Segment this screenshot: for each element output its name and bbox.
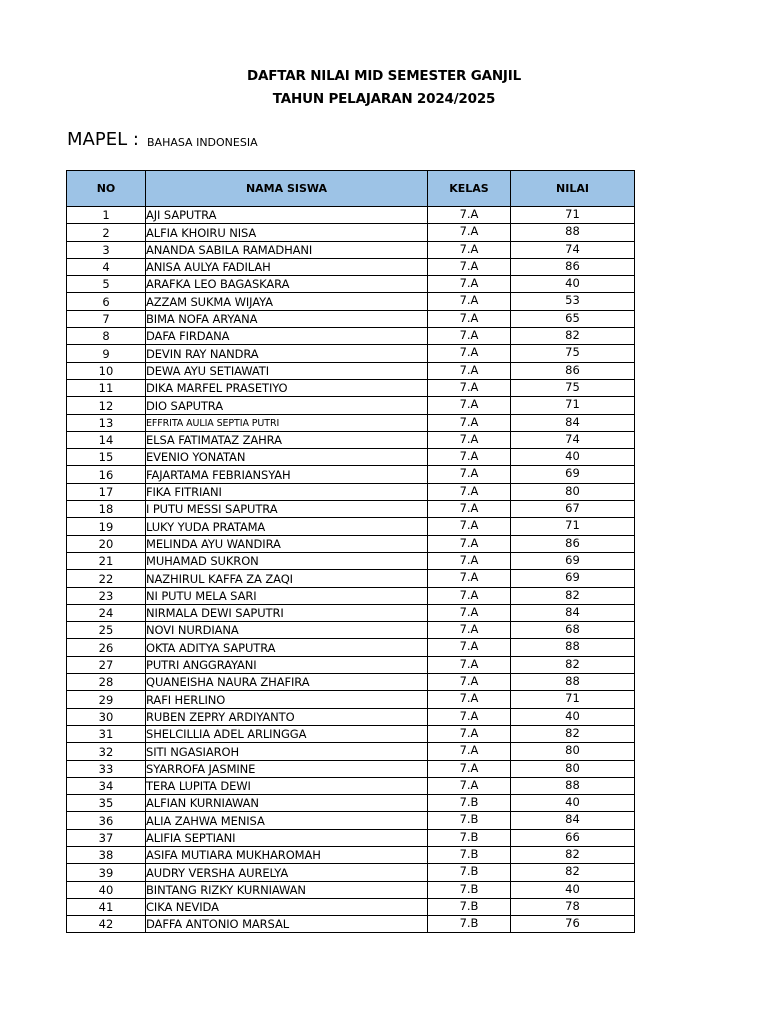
- cell-nama-siswa: DEVIN RAY NANDRA: [146, 345, 428, 362]
- cell-kelas: 7.A: [428, 362, 511, 379]
- cell-kelas: 7.A: [428, 552, 511, 569]
- table-row: [67, 379, 635, 396]
- cell-kelas: 7.B: [428, 846, 511, 863]
- cell-nilai: 66: [511, 829, 635, 846]
- cell-no: 22: [67, 570, 146, 587]
- cell-nilai: 84: [511, 414, 635, 431]
- cell-kelas: 7.A: [428, 570, 511, 587]
- cell-nama-siswa: MUHAMAD SUKRON: [146, 552, 428, 569]
- header-no: NO: [67, 171, 146, 207]
- table-row: [67, 587, 635, 604]
- cell-kelas: 7.B: [428, 795, 511, 812]
- cell-nilai: 78: [511, 898, 635, 915]
- cell-kelas: 7.A: [428, 622, 511, 639]
- table-row: [67, 362, 635, 379]
- cell-nilai: 86: [511, 535, 635, 552]
- cell-no: 37: [67, 829, 146, 846]
- table-row: [67, 708, 635, 725]
- cell-nilai: 88: [511, 674, 635, 691]
- table-row: [67, 674, 635, 691]
- cell-nama-siswa: LUKY YUDA PRATAMA: [146, 518, 428, 535]
- cell-no: 8: [67, 328, 146, 345]
- table-row: [67, 310, 635, 327]
- cell-nama-siswa: ARAFKA LEO BAGASKARA: [146, 276, 428, 293]
- cell-no: 39: [67, 864, 146, 881]
- cell-nama-siswa: DEWA AYU SETIAWATI: [146, 362, 428, 379]
- cell-nilai: 71: [511, 518, 635, 535]
- cell-nama-siswa: TERA LUPITA DEWI: [146, 777, 428, 794]
- table-row: [67, 812, 635, 829]
- cell-no: 40: [67, 881, 146, 898]
- cell-kelas: 7.A: [428, 777, 511, 794]
- cell-kelas: 7.A: [428, 535, 511, 552]
- table-row: [67, 760, 635, 777]
- cell-no: 1: [67, 207, 146, 224]
- table-row: [67, 276, 635, 293]
- cell-nama-siswa: AJI SAPUTRA: [146, 207, 428, 224]
- cell-nilai: 86: [511, 258, 635, 275]
- cell-kelas: 7.A: [428, 207, 511, 224]
- cell-no: 16: [67, 466, 146, 483]
- table-row: [67, 258, 635, 275]
- cell-no: 26: [67, 639, 146, 656]
- cell-kelas: 7.A: [428, 241, 511, 258]
- cell-nilai: 74: [511, 241, 635, 258]
- cell-nama-siswa: EFFRITA AULIA SEPTIA PUTRI: [146, 414, 428, 431]
- cell-nama-siswa: RUBEN ZEPRY ARDIYANTO: [146, 708, 428, 725]
- table-row: [67, 743, 635, 760]
- cell-no: 30: [67, 708, 146, 725]
- cell-kelas: 7.A: [428, 310, 511, 327]
- table-row: [67, 829, 635, 846]
- cell-nilai: 82: [511, 846, 635, 863]
- cell-nama-siswa: BIMA NOFA ARYANA: [146, 310, 428, 327]
- table-row: [67, 604, 635, 621]
- cell-nama-siswa: EVENIO YONATAN: [146, 449, 428, 466]
- cell-nama-siswa: FIKA FITRIANI: [146, 483, 428, 500]
- table-row: [67, 656, 635, 673]
- table-row: [67, 846, 635, 863]
- cell-nama-siswa: ALFIA KHOIRU NISA: [146, 224, 428, 241]
- cell-no: 31: [67, 725, 146, 742]
- cell-nama-siswa: OKTA ADITYA SAPUTRA: [146, 639, 428, 656]
- cell-no: 27: [67, 656, 146, 673]
- cell-nilai: 71: [511, 207, 635, 224]
- cell-nama-siswa: ELSA FATIMATAZ ZAHRA: [146, 431, 428, 448]
- cell-nilai: 82: [511, 864, 635, 881]
- cell-kelas: 7.A: [428, 449, 511, 466]
- table-row: [67, 414, 635, 431]
- mapel-value: BAHASA INDONESIA: [147, 136, 258, 149]
- table-row: [67, 570, 635, 587]
- cell-nama-siswa: QUANEISHA NAURA ZHAFIRA: [146, 674, 428, 691]
- cell-nama-siswa: ALIFIA SEPTIANI: [146, 829, 428, 846]
- cell-kelas: 7.A: [428, 466, 511, 483]
- cell-kelas: 7.A: [428, 518, 511, 535]
- cell-kelas: 7.B: [428, 881, 511, 898]
- cell-no: 3: [67, 241, 146, 258]
- cell-no: 13: [67, 414, 146, 431]
- cell-kelas: 7.B: [428, 829, 511, 846]
- table-row: [67, 224, 635, 241]
- cell-nilai: 76: [511, 916, 635, 933]
- cell-nama-siswa: DIO SAPUTRA: [146, 397, 428, 414]
- cell-nilai: 75: [511, 345, 635, 362]
- cell-no: 15: [67, 449, 146, 466]
- cell-nama-siswa: SHELCILLIA ADEL ARLINGGA: [146, 725, 428, 742]
- cell-nama-siswa: RAFI HERLINO: [146, 691, 428, 708]
- cell-no: 10: [67, 362, 146, 379]
- cell-nama-siswa: CIKA NEVIDA: [146, 898, 428, 915]
- cell-nilai: 82: [511, 656, 635, 673]
- cell-no: 18: [67, 501, 146, 518]
- cell-kelas: 7.B: [428, 898, 511, 915]
- table-row: [67, 328, 635, 345]
- cell-kelas: 7.A: [428, 414, 511, 431]
- cell-no: 7: [67, 310, 146, 327]
- cell-no: 4: [67, 258, 146, 275]
- cell-nilai: 74: [511, 431, 635, 448]
- cell-nilai: 80: [511, 760, 635, 777]
- cell-kelas: 7.A: [428, 587, 511, 604]
- cell-kelas: 7.A: [428, 760, 511, 777]
- cell-nilai: 80: [511, 483, 635, 500]
- cell-no: 9: [67, 345, 146, 362]
- cell-kelas: 7.A: [428, 397, 511, 414]
- cell-kelas: 7.A: [428, 345, 511, 362]
- table-row: [67, 466, 635, 483]
- cell-kelas: 7.A: [428, 743, 511, 760]
- cell-kelas: 7.A: [428, 258, 511, 275]
- cell-kelas: 7.A: [428, 379, 511, 396]
- cell-no: 19: [67, 518, 146, 535]
- cell-nilai: 40: [511, 881, 635, 898]
- cell-no: 21: [67, 552, 146, 569]
- table-row: [67, 449, 635, 466]
- table-row: [67, 501, 635, 518]
- cell-no: 36: [67, 812, 146, 829]
- table-row: [67, 881, 635, 898]
- cell-kelas: 7.A: [428, 691, 511, 708]
- cell-nilai: 40: [511, 795, 635, 812]
- table-row: [67, 725, 635, 742]
- cell-nilai: 65: [511, 310, 635, 327]
- cell-kelas: 7.A: [428, 604, 511, 621]
- cell-nilai: 71: [511, 691, 635, 708]
- cell-nilai: 88: [511, 777, 635, 794]
- cell-kelas: 7.A: [428, 501, 511, 518]
- table-row: [67, 898, 635, 915]
- cell-nama-siswa: AUDRY VERSHA AURELYA: [146, 864, 428, 881]
- cell-no: 34: [67, 777, 146, 794]
- cell-kelas: 7.A: [428, 674, 511, 691]
- cell-no: 5: [67, 276, 146, 293]
- cell-no: 20: [67, 535, 146, 552]
- cell-no: 41: [67, 898, 146, 915]
- cell-nama-siswa: DAFFA ANTONIO MARSAL: [146, 916, 428, 933]
- cell-kelas: 7.A: [428, 483, 511, 500]
- table-row: [67, 518, 635, 535]
- cell-nilai: 84: [511, 604, 635, 621]
- cell-kelas: 7.A: [428, 639, 511, 656]
- table-row: [67, 777, 635, 794]
- cell-nama-siswa: DIKA MARFEL PRASETIYO: [146, 379, 428, 396]
- table-row: [67, 241, 635, 258]
- cell-kelas: 7.A: [428, 431, 511, 448]
- cell-kelas: 7.A: [428, 276, 511, 293]
- cell-nama-siswa: ANANDA SABILA RAMADHANI: [146, 241, 428, 258]
- cell-nilai: 40: [511, 276, 635, 293]
- cell-nama-siswa: NOVI NURDIANA: [146, 622, 428, 639]
- table-row: [67, 691, 635, 708]
- cell-nama-siswa: I PUTU MESSI SAPUTRA: [146, 501, 428, 518]
- cell-no: 25: [67, 622, 146, 639]
- cell-nama-siswa: ALIA ZAHWA MENISA: [146, 812, 428, 829]
- cell-nilai: 82: [511, 587, 635, 604]
- header-nilai: NILAI: [511, 171, 635, 207]
- cell-nilai: 67: [511, 501, 635, 518]
- table-header-row: [67, 171, 635, 207]
- table-row: [67, 535, 635, 552]
- cell-nilai: 40: [511, 449, 635, 466]
- cell-nama-siswa: AZZAM SUKMA WIJAYA: [146, 293, 428, 310]
- table-row: [67, 916, 635, 933]
- cell-kelas: 7.A: [428, 725, 511, 742]
- cell-nama-siswa: NIRMALA DEWI SAPUTRI: [146, 604, 428, 621]
- cell-kelas: 7.B: [428, 864, 511, 881]
- cell-nama-siswa: NAZHIRUL KAFFA ZA ZAQI: [146, 570, 428, 587]
- table-row: [67, 345, 635, 362]
- table-row: [67, 552, 635, 569]
- table-row: [67, 622, 635, 639]
- cell-nilai: 88: [511, 224, 635, 241]
- cell-nama-siswa: ASIFA MUTIARA MUKHAROMAH: [146, 846, 428, 863]
- cell-kelas: 7.A: [428, 328, 511, 345]
- mapel-label: MAPEL :: [67, 129, 139, 150]
- table-row: [67, 293, 635, 310]
- cell-nama-siswa: ALFIAN KURNIAWAN: [146, 795, 428, 812]
- table-row: [67, 864, 635, 881]
- cell-no: 35: [67, 795, 146, 812]
- table-row: [67, 639, 635, 656]
- cell-kelas: 7.A: [428, 656, 511, 673]
- cell-nilai: 86: [511, 362, 635, 379]
- cell-no: 33: [67, 760, 146, 777]
- cell-nilai: 69: [511, 552, 635, 569]
- cell-no: 28: [67, 674, 146, 691]
- cell-kelas: 7.A: [428, 708, 511, 725]
- cell-no: 42: [67, 916, 146, 933]
- table-row: [67, 397, 635, 414]
- table-row: [67, 483, 635, 500]
- cell-nama-siswa: FAJARTAMA FEBRIANSYAH: [146, 466, 428, 483]
- cell-nilai: 75: [511, 379, 635, 396]
- cell-nilai: 80: [511, 743, 635, 760]
- cell-nama-siswa: DAFA FIRDANA: [146, 328, 428, 345]
- table-row: [67, 795, 635, 812]
- table-row: [67, 431, 635, 448]
- cell-kelas: 7.B: [428, 812, 511, 829]
- cell-nilai: 88: [511, 639, 635, 656]
- cell-no: 29: [67, 691, 146, 708]
- header-nama-siswa: NAMA SISWA: [146, 171, 428, 207]
- cell-nama-siswa: PUTRI ANGGRAYANI: [146, 656, 428, 673]
- cell-no: 38: [67, 846, 146, 863]
- cell-kelas: 7.A: [428, 293, 511, 310]
- cell-nilai: 68: [511, 622, 635, 639]
- cell-nilai: 82: [511, 725, 635, 742]
- cell-nama-siswa: BINTANG RIZKY KURNIAWAN: [146, 881, 428, 898]
- cell-nama-siswa: MELINDA AYU WANDIRA: [146, 535, 428, 552]
- header-kelas: KELAS: [428, 171, 511, 207]
- cell-nama-siswa: SYARROFA JASMINE: [146, 760, 428, 777]
- cell-nama-siswa: ANISA AULYA FADILAH: [146, 258, 428, 275]
- cell-kelas: 7.A: [428, 224, 511, 241]
- cell-nilai: 53: [511, 293, 635, 310]
- cell-nilai: 40: [511, 708, 635, 725]
- cell-no: 6: [67, 293, 146, 310]
- cell-kelas: 7.B: [428, 916, 511, 933]
- cell-nama-siswa: SITI NGASIAROH: [146, 743, 428, 760]
- cell-no: 24: [67, 604, 146, 621]
- cell-no: 12: [67, 397, 146, 414]
- grades-table: [66, 170, 635, 933]
- cell-nilai: 69: [511, 570, 635, 587]
- document-title: DAFTAR NILAI MID SEMESTER GANJIL: [247, 68, 521, 84]
- cell-no: 32: [67, 743, 146, 760]
- cell-no: 11: [67, 379, 146, 396]
- cell-nilai: 69: [511, 466, 635, 483]
- table-body: [67, 207, 635, 933]
- cell-nilai: 84: [511, 812, 635, 829]
- cell-no: 23: [67, 587, 146, 604]
- cell-nama-siswa: NI PUTU MELA SARI: [146, 587, 428, 604]
- document-subtitle: TAHUN PELAJARAN 2024/2025: [272, 91, 496, 107]
- cell-no: 2: [67, 224, 146, 241]
- cell-nilai: 71: [511, 397, 635, 414]
- cell-nilai: 82: [511, 328, 635, 345]
- cell-no: 14: [67, 431, 146, 448]
- cell-no: 17: [67, 483, 146, 500]
- table-row: [67, 207, 635, 224]
